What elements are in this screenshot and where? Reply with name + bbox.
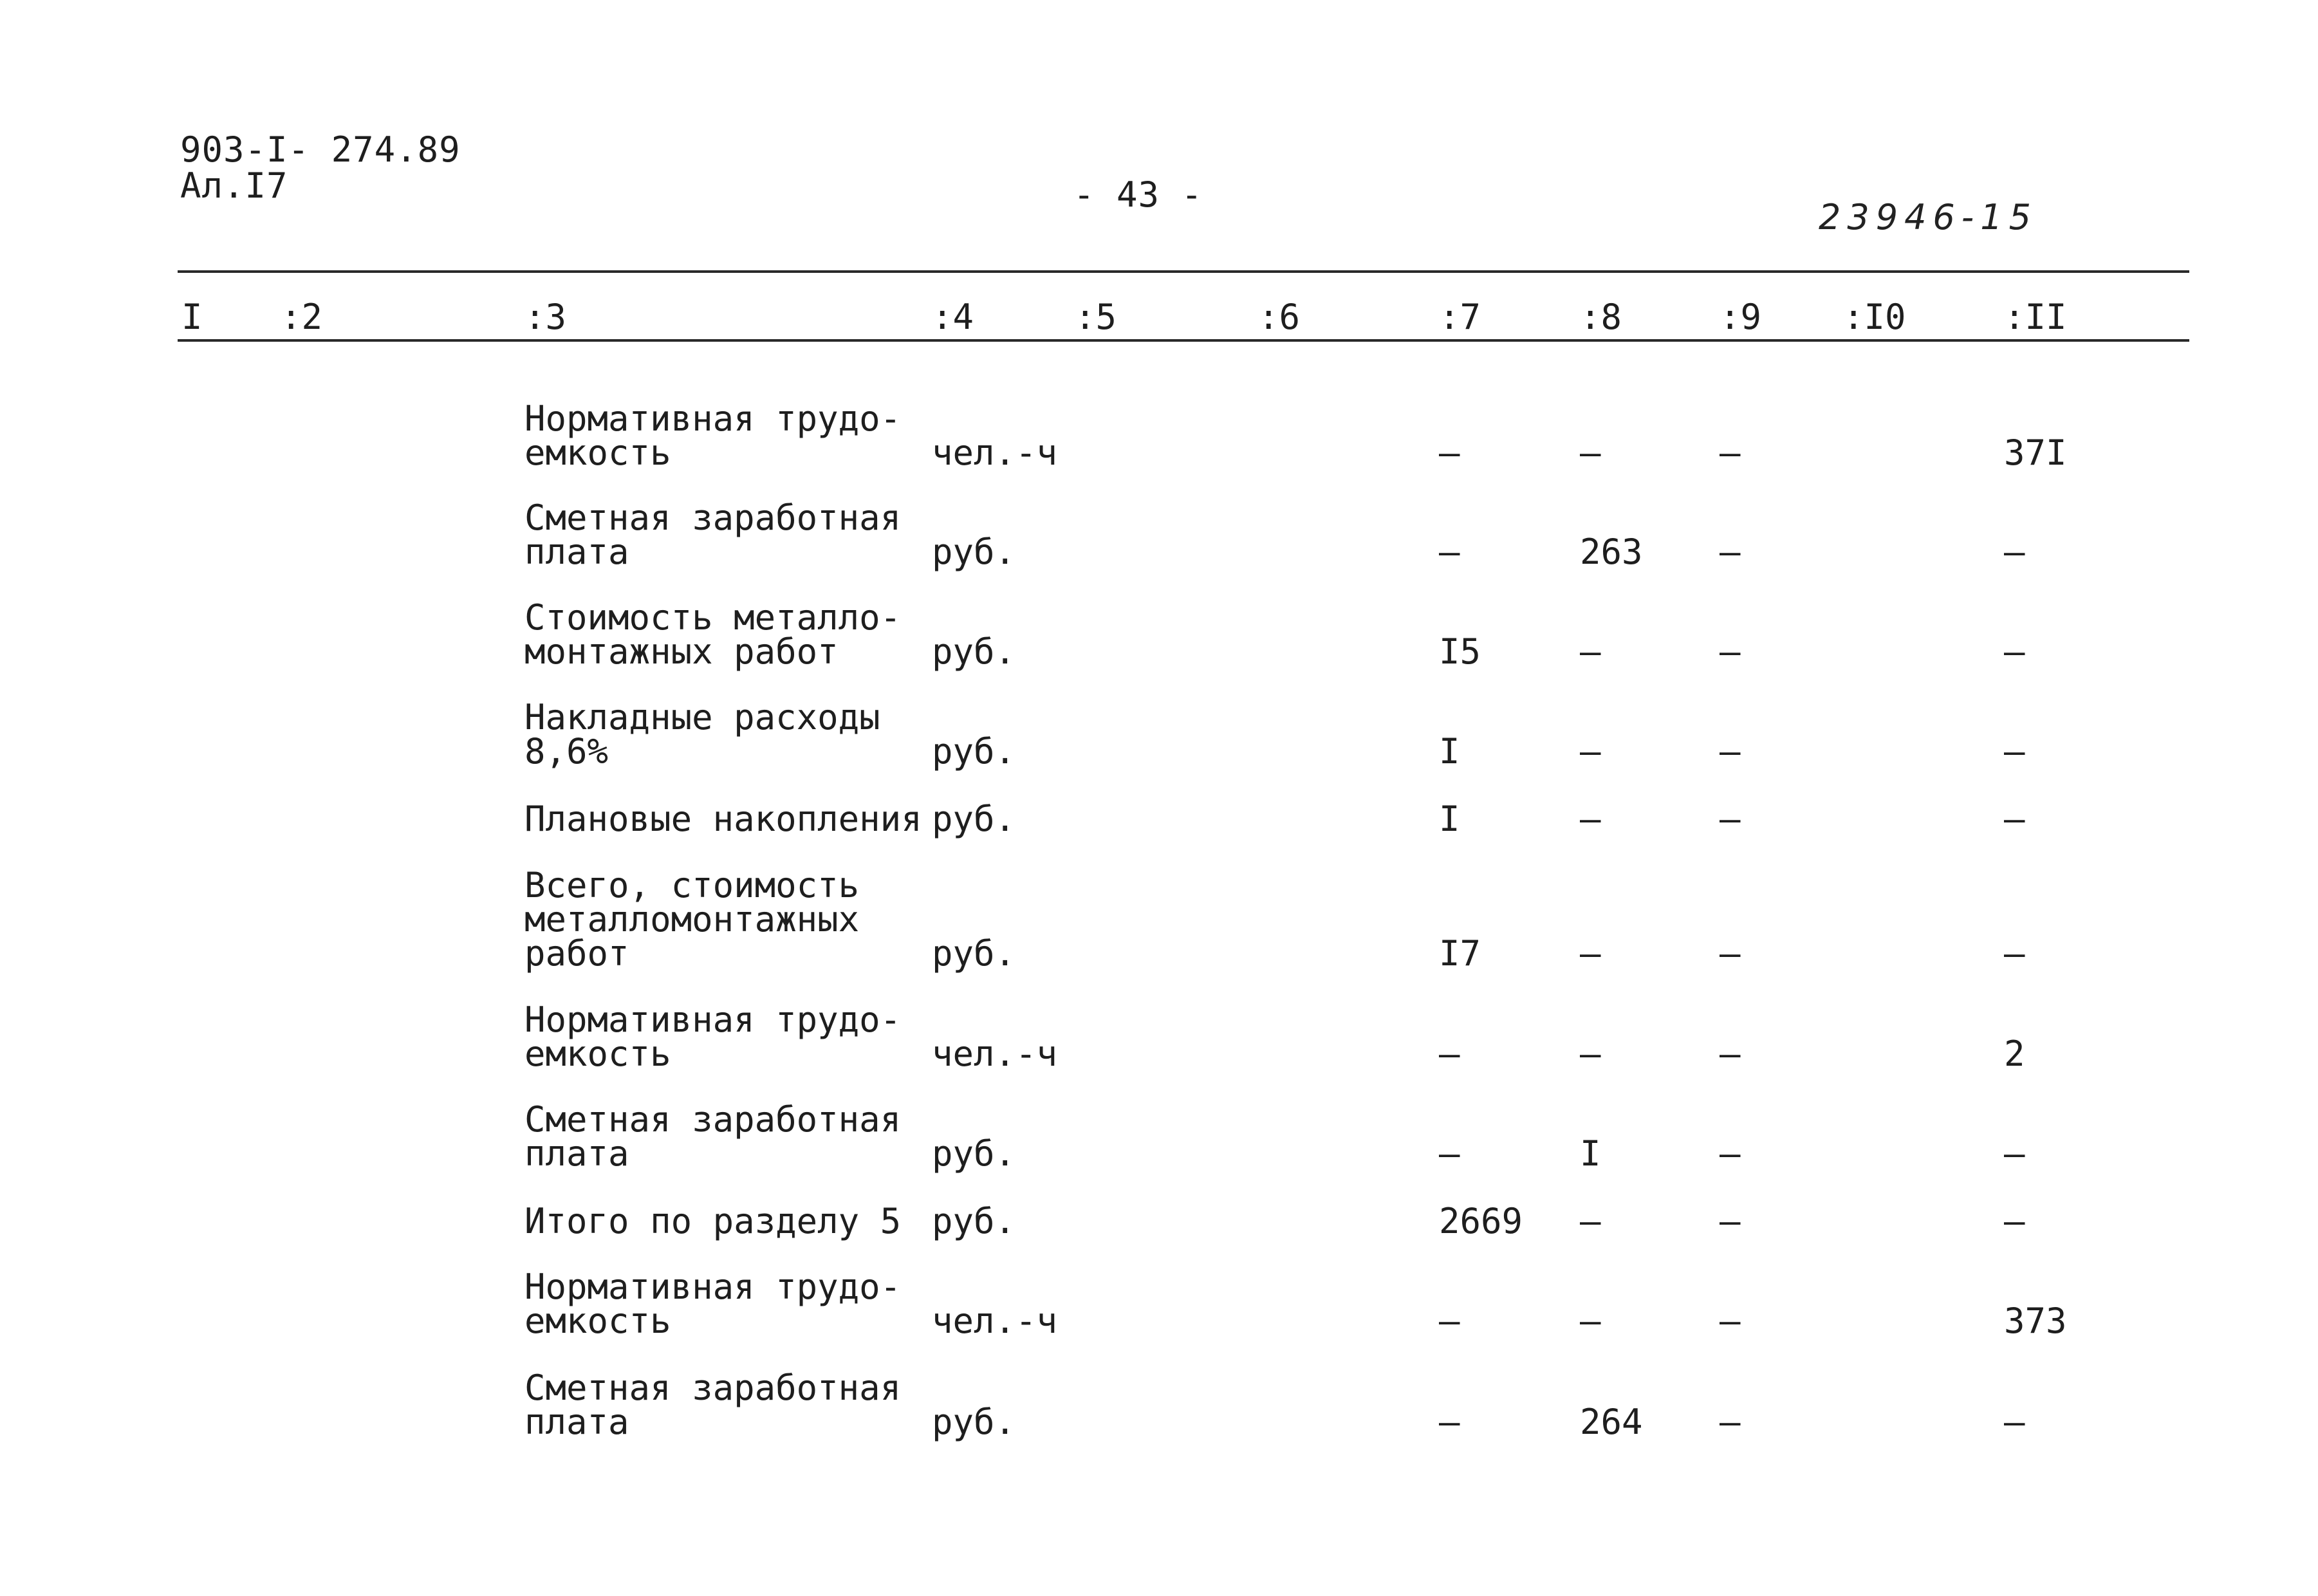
value-col7: I7: [1439, 933, 1481, 974]
item-name: Сметная заработная плата: [524, 497, 902, 572]
value-col11: –: [2004, 799, 2025, 839]
column-number: :9: [1720, 297, 1762, 337]
value-col9: –: [1720, 1402, 1741, 1442]
value-col8: I: [1580, 1133, 1601, 1174]
value-col9: –: [1720, 432, 1741, 473]
value-col7: –: [1439, 432, 1460, 473]
item-unit: руб.: [932, 532, 1016, 572]
value-col9: –: [1720, 532, 1741, 572]
column-number: :8: [1580, 297, 1622, 337]
item-unit: руб.: [932, 933, 1016, 974]
item-name: Сметная заработная плата: [524, 1368, 902, 1442]
value-col11: –: [2004, 631, 2025, 672]
item-unit: чел.-ч: [932, 432, 1058, 473]
table-header-rule: [178, 339, 2189, 342]
value-col8: –: [1580, 631, 1601, 672]
value-col9: –: [1720, 1034, 1741, 1074]
value-col9: –: [1720, 631, 1741, 672]
value-col8: –: [1580, 933, 1601, 974]
value-col7: –: [1439, 1034, 1460, 1074]
item-name: Накладные расходы 8,6%: [524, 697, 880, 772]
value-col7: –: [1439, 1133, 1460, 1174]
item-name: Стоимость металло- монтажных работ: [524, 597, 902, 672]
value-col9: –: [1720, 933, 1741, 974]
value-col9: –: [1720, 799, 1741, 839]
item-unit: руб.: [932, 631, 1016, 672]
value-col7: I: [1439, 731, 1460, 772]
item-name: Нормативная трудо- емкость: [524, 1267, 902, 1341]
value-col7: –: [1439, 1301, 1460, 1341]
value-col8: –: [1580, 432, 1601, 473]
item-unit: руб.: [932, 731, 1016, 772]
value-col11: 373: [2004, 1301, 2067, 1341]
column-number: :2: [281, 297, 323, 337]
value-col9: –: [1720, 731, 1741, 772]
value-col8: –: [1580, 1201, 1601, 1241]
value-col9: –: [1720, 1133, 1741, 1174]
item-unit: руб.: [932, 799, 1016, 839]
value-col11: 2: [2004, 1034, 2025, 1074]
document-code: 903-I- 274.89: [180, 129, 461, 170]
column-number: :II: [2004, 297, 2067, 337]
value-col7: I5: [1439, 631, 1481, 672]
page-number: - 43 -: [1073, 174, 1203, 215]
column-number: :4: [932, 297, 974, 337]
value-col8: –: [1580, 799, 1601, 839]
column-number: :7: [1439, 297, 1481, 337]
sheet-label: Ал.I7: [180, 165, 288, 206]
item-unit: руб.: [932, 1133, 1016, 1174]
value-col8: –: [1580, 1034, 1601, 1074]
value-col8: –: [1580, 1301, 1601, 1341]
value-col11: –: [2004, 532, 2025, 572]
item-name: Плановые накопления: [524, 799, 922, 839]
value-col8: 264: [1580, 1402, 1643, 1442]
value-col7: –: [1439, 1402, 1460, 1442]
value-col8: –: [1580, 731, 1601, 772]
value-col7: –: [1439, 532, 1460, 572]
item-name: Нормативная трудо- емкость: [524, 999, 902, 1074]
column-number: I: [181, 297, 203, 337]
column-number: :6: [1258, 297, 1301, 337]
value-col11: 37I: [2004, 432, 2067, 473]
value-col9: –: [1720, 1201, 1741, 1241]
item-unit: руб.: [932, 1201, 1016, 1241]
item-unit: руб.: [932, 1402, 1016, 1442]
inventory-stamp: 23946-15: [1819, 197, 2037, 237]
item-unit: чел.-ч: [932, 1301, 1058, 1341]
item-name: Сметная заработная плата: [524, 1099, 902, 1174]
column-number: :3: [524, 297, 567, 337]
value-col11: –: [2004, 1201, 2025, 1241]
value-col7: 2669: [1439, 1201, 1523, 1241]
column-number: :5: [1075, 297, 1117, 337]
item-name: Нормативная трудо- емкость: [524, 398, 902, 473]
value-col7: I: [1439, 799, 1460, 839]
value-col8: 263: [1580, 532, 1643, 572]
value-col11: –: [2004, 933, 2025, 974]
item-name: Всего, стоимость металломонтажных работ: [524, 865, 860, 974]
value-col11: –: [2004, 731, 2025, 772]
value-col11: –: [2004, 1133, 2025, 1174]
item-name: Итого по разделу 5: [524, 1201, 902, 1241]
column-number: :I0: [1843, 297, 1906, 337]
table-top-rule: [178, 270, 2189, 273]
value-col9: –: [1720, 1301, 1741, 1341]
item-unit: чел.-ч: [932, 1034, 1058, 1074]
value-col11: –: [2004, 1402, 2025, 1442]
